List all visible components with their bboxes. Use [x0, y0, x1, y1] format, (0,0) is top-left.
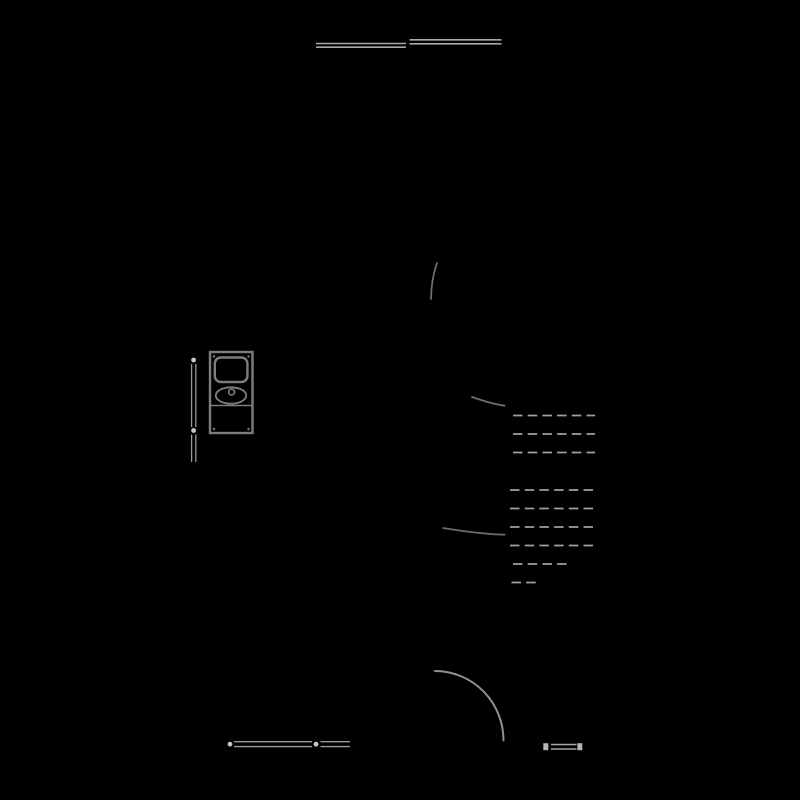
railing-post-dot — [228, 742, 233, 747]
railing-post-dot — [191, 428, 196, 433]
railing-post-dot — [314, 742, 319, 747]
window-jamb-block — [543, 743, 548, 750]
vanity-corner-dot — [247, 428, 249, 430]
vanity-corner-dot — [247, 355, 249, 357]
vanity-corner-dot — [213, 428, 215, 430]
vanity-corner-dot — [213, 355, 215, 357]
window-jamb-block — [577, 743, 582, 750]
railing-post-dot — [191, 358, 196, 363]
